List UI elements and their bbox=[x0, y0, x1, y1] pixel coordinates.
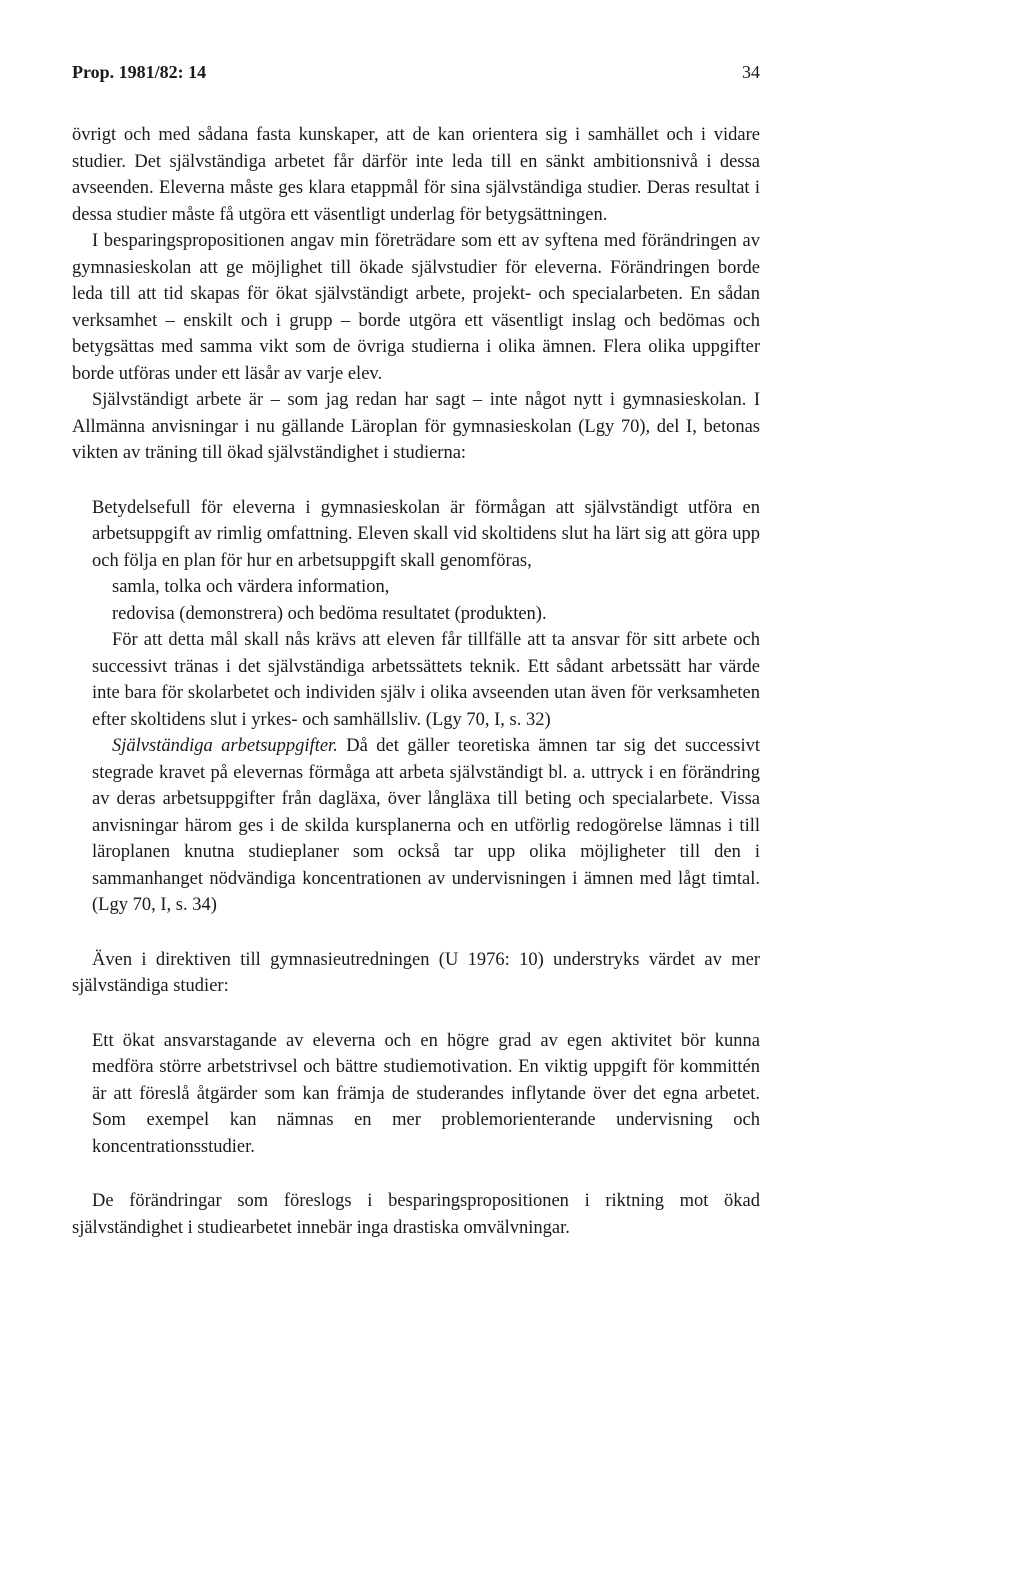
quote-paragraph: Betydelsefull för eleverna i gymnasieskolan är förmågan att självständigt utföra en arbetsuppgift av rimlig omfattning. Eleven skall vid skoltidens slut ha lärt sig att göra upp och följa en plan för hur en arbetsuppgift skall genomföras, bbox=[92, 497, 760, 571]
paragraph-continuation: övrigt och med sådana fasta kunskaper, att de kan orientera sig i samhället och i vidare studier. Det självständiga arbetet får därför inte leda till en sänkt ambitionsnivå i dessa avseenden. Eleverna måste ges klara etappmål för sina självständiga studier. Deras resultat i dessa studier måste få utgöra ett väsentligt underlag för betygsättningen. bbox=[72, 125, 760, 225]
quote-lgy70 bbox=[72, 495, 760, 919]
paragraph-sjalvstandigt-arbete: Självständigt arbete är – som jag redan har sagt – inte något nytt i gymnasieskolan. I Allmänna anvisningar i nu gällande Läroplan för gymnasieskolan (Lgy 70), del I, betonas vikten av träning till ökad självständighet i studierna: bbox=[72, 390, 760, 463]
quote-list-item: redovisa (demonstrera) och bedöma resultatet (produkten). bbox=[112, 603, 547, 624]
quote-subheading: Självständiga arbetsuppgifter. bbox=[112, 736, 338, 756]
quote-direktiv bbox=[72, 1028, 760, 1161]
quote-text: Då det gäller teoretiska ämnen tar sig det successivt stegrade kravet på elevernas förmåga att arbeta självständigt bl. a. uttryck i en förändring av deras arbetsuppgifter från dagläxa, över långläxa till beting och specialarbete. Vissa anvisningar härom ges i de skilda kursplanerna och en utförlig redogörelse lämnas i till läroplanen knutna studieplaner som också tar upp olika möjligheter till den i sammanhanget nödvändiga koncentrationen av undervisningen i ämnen med lågt timtal. (Lgy 70, I, s. 34) bbox=[92, 736, 761, 915]
document-body bbox=[72, 122, 760, 1241]
quote-paragraph: Ett ökat ansvarstagande av eleverna och en högre grad av egen aktivitet bör kunna medföra större arbetstrivsel och bättre studiemotivation. En viktig uppgift för kommittén är att föreslå åtgärder som kan främja de studerandes inflytande över det egna arbetet. Som exempel kan nämnas en mer problemorienterande undervisning och koncentrationsstudier. bbox=[92, 1030, 760, 1157]
quote-paragraph: För att detta mål skall nås krävs att eleven får tillfälle att ta ansvar för sitt arbete och successivt tränas i det självständiga arbetssättets teknik. Ett sådant arbetssätt har värde inte bara för skolarbetet och individen själv i olika avseenden utan även för verksamheten efter skoltidens slut i yrkes- och samhällsliv. (Lgy 70, I, s. 32) bbox=[92, 630, 760, 730]
publication-reference: Prop. 1981/82: 14 bbox=[72, 62, 207, 82]
paragraph-forandringar: De förändringar som föreslogs i besparingspropositionen i riktning mot ökad självständighet i studiearbetet innebär inga drastiska omvälvningar. bbox=[72, 1191, 760, 1238]
quote-list-item: samla, tolka och värdera information, bbox=[112, 577, 390, 597]
page-header bbox=[72, 62, 760, 92]
page-number: 34 bbox=[742, 62, 760, 82]
paragraph-besparingspropositionen: I besparingspropositionen angav min företrädare som ett av syftena med förändringen av gymnasieskolan att ge möjlighet till ökade självstudier för eleverna. Förändringen borde leda till att tid skapas för ökat självständigt arbete, projekt- och specialarbeten. En sådan verksamhet – enskilt och i grupp – borde utgöra ett väsentligt inslag och bedömas och betygsättas med samma vikt som de övriga studierna i olika ämnen. Flera olika uppgifter borde utföras under ett läsår av varje elev. bbox=[72, 231, 760, 384]
paragraph-direktiven: Även i direktiven till gymnasieutredningen (U 1976: 10) understryks värdet av mer självständiga studier: bbox=[72, 949, 760, 996]
quote-paragraph bbox=[92, 733, 760, 919]
